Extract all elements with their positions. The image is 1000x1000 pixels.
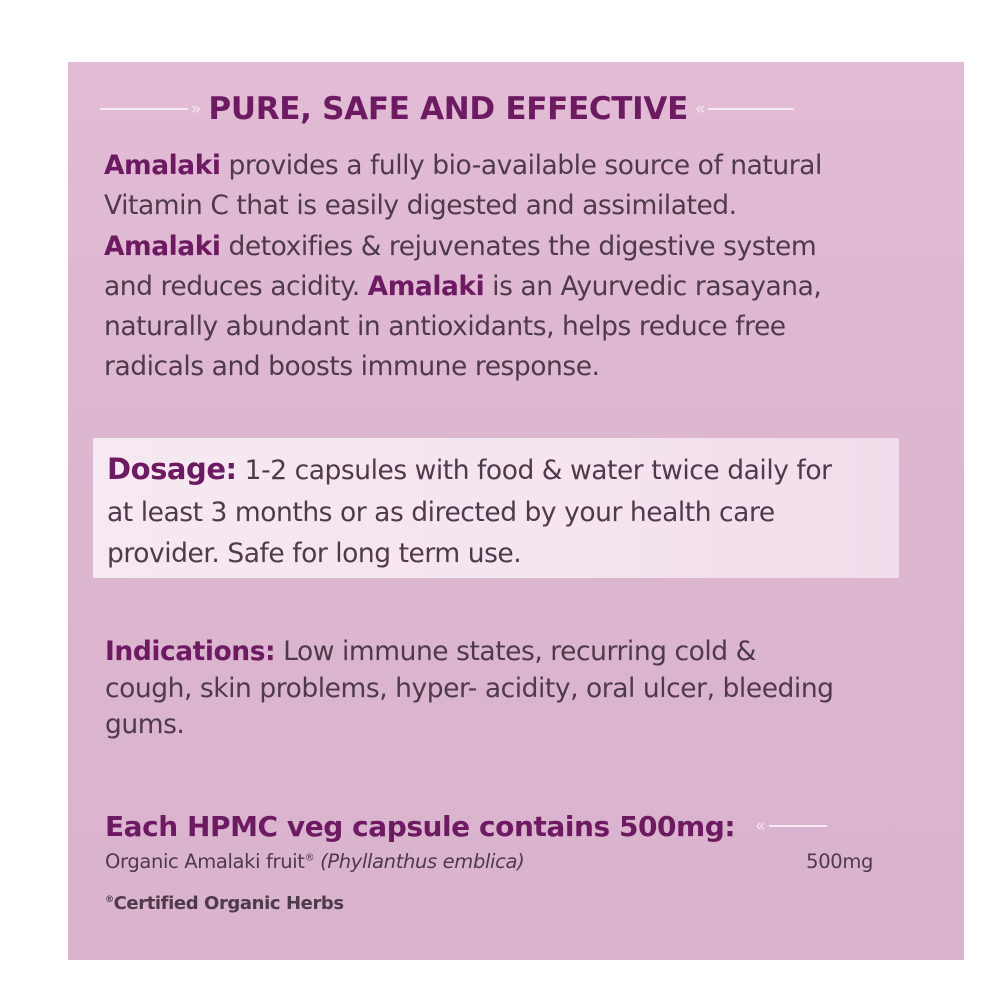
- brand-name: Amalaki: [104, 230, 221, 262]
- ingredient-amount: 500mg: [806, 850, 873, 873]
- heading-rule-right: [708, 108, 794, 110]
- indications-line: cough, skin problems, hyper- acidity, oral ulcer, bleeding: [105, 672, 834, 704]
- indications-line: [105, 634, 905, 671]
- ingredient-latin-name: (Phyllanthus emblica): [320, 850, 525, 873]
- section-heading: [100, 84, 840, 134]
- footnote-text: Certified Organic Herbs: [113, 893, 344, 914]
- dosage-line: at least 3 months or as directed by your health care: [107, 496, 775, 528]
- registered-mark: ®: [105, 895, 114, 905]
- intro-line: radicals and boosts immune response.: [104, 351, 600, 383]
- intro-line: [104, 267, 904, 307]
- intro-text: detoxifies & rejuvenates the digestive system: [220, 230, 817, 262]
- intro-line: [104, 146, 904, 186]
- capsule-rule: [769, 825, 827, 827]
- indications-line: gums.: [105, 709, 185, 740]
- registered-mark: ®: [304, 852, 315, 864]
- intro-text: provides a fully bio-available source of natural: [220, 150, 822, 181]
- intro-line: [104, 227, 904, 267]
- intro-text: is an Ayurvedic rasayana,: [484, 270, 822, 302]
- capsule-title: Each HPMC veg capsule contains 500mg:: [105, 809, 736, 843]
- chevron-left-icon: «: [694, 98, 706, 119]
- dosage-label: Dosage:: [107, 452, 237, 486]
- ingredient-name: [105, 850, 524, 873]
- indications-label: Indications:: [105, 636, 276, 667]
- dosage-text: 1-2 capsules with food & water twice daily for: [236, 455, 832, 486]
- heading-rule-left: [100, 108, 188, 110]
- dosage-line: provider. Safe for long term use.: [107, 538, 522, 569]
- intro-paragraph: [104, 146, 904, 388]
- dosage-section: [107, 449, 897, 575]
- heading-title: PURE, SAFE AND EFFECTIVE: [208, 91, 688, 127]
- dosage-line: [107, 449, 897, 492]
- brand-name: Amalaki: [367, 270, 485, 302]
- chevron-right-icon: »: [191, 98, 202, 119]
- intro-line: naturally abundant in antioxidants, helps reduce free: [104, 311, 786, 343]
- indications-section: [105, 634, 905, 744]
- chevron-left-icon: «: [755, 815, 766, 836]
- footnote: [105, 893, 344, 914]
- capsule-heading: [105, 803, 865, 849]
- ingredient-row: [105, 850, 875, 880]
- brand-name: Amalaki: [104, 150, 221, 181]
- ingredient-label: Organic Amalaki fruit: [105, 850, 305, 873]
- intro-line: Vitamin C that is easily digested and assimilated.: [104, 190, 737, 222]
- indications-text: Low immune states, recurring cold &: [275, 636, 756, 667]
- intro-text: and reduces acidity.: [104, 270, 368, 302]
